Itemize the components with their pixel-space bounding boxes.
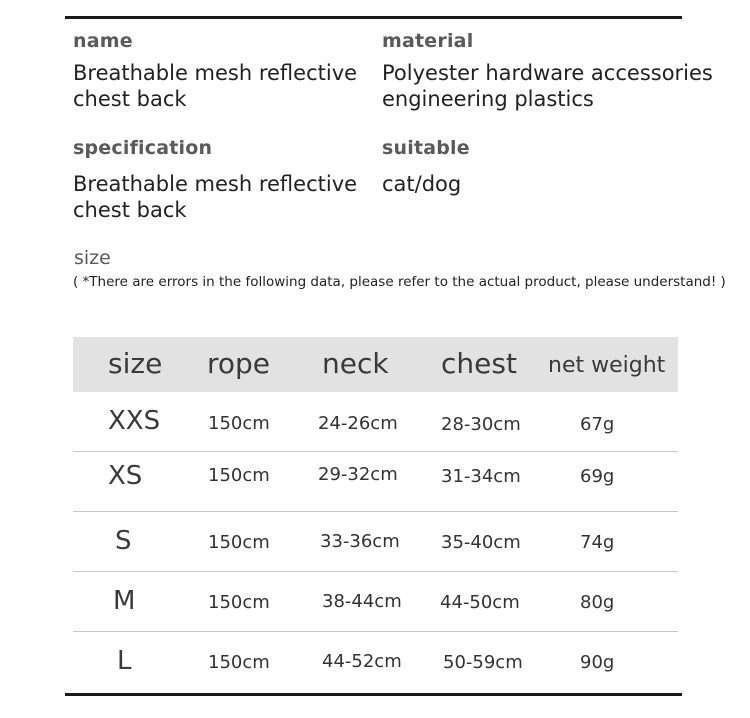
name-value-line1: Breathable mesh reflective bbox=[73, 61, 358, 85]
cell-neck: 44-52cm bbox=[322, 651, 402, 672]
header-chest: chest bbox=[441, 347, 517, 380]
size-label: size bbox=[74, 247, 111, 269]
table-row bbox=[73, 452, 678, 512]
cell-size: XXS bbox=[108, 406, 161, 436]
cell-rope: 150cm bbox=[208, 413, 270, 434]
cell-rope: 150cm bbox=[208, 465, 270, 486]
name-value-line2: chest back bbox=[73, 87, 187, 111]
specification-value bbox=[73, 171, 357, 223]
cell-chest: 35-40cm bbox=[441, 532, 521, 553]
cell-neck: 33-36cm bbox=[320, 531, 400, 552]
cell-net-weight: 80g bbox=[580, 592, 615, 613]
cell-rope: 150cm bbox=[208, 532, 270, 553]
specification-label: specification bbox=[73, 137, 213, 159]
cell-net-weight: 90g bbox=[580, 652, 615, 673]
material-label: material bbox=[382, 30, 474, 52]
material-value bbox=[382, 60, 713, 112]
material-value-line1: Polyester hardware accessories bbox=[382, 61, 713, 85]
header-size: size bbox=[108, 347, 163, 380]
table-row bbox=[73, 632, 678, 691]
table-row bbox=[73, 392, 678, 452]
cell-chest: 50-59cm bbox=[443, 652, 523, 673]
cell-neck: 24-26cm bbox=[318, 413, 398, 434]
cell-size: L bbox=[117, 646, 132, 676]
cell-chest: 31-34cm bbox=[441, 466, 521, 487]
size-note: ( *There are errors in the following data, please refer to the actual product, please understand! ) bbox=[73, 274, 726, 290]
cell-net-weight: 67g bbox=[580, 414, 615, 435]
material-value-line2: engineering plastics bbox=[382, 87, 594, 111]
suitable-value: cat/dog bbox=[382, 172, 462, 196]
cell-size: S bbox=[115, 526, 132, 556]
table-row bbox=[73, 572, 678, 632]
suitable-label: suitable bbox=[382, 137, 470, 159]
cell-size: XS bbox=[108, 461, 143, 491]
table-row bbox=[73, 512, 678, 572]
cell-chest: 44-50cm bbox=[440, 592, 520, 613]
cell-net-weight: 69g bbox=[580, 466, 615, 487]
cell-neck: 38-44cm bbox=[322, 591, 402, 612]
name-label: name bbox=[73, 30, 133, 52]
specification-value-line2: chest back bbox=[73, 198, 187, 222]
bottom-divider bbox=[65, 693, 682, 696]
header-rope: rope bbox=[207, 347, 271, 380]
table-header bbox=[73, 337, 678, 392]
specification-value-line1: Breathable mesh reflective bbox=[73, 172, 358, 196]
cell-rope: 150cm bbox=[208, 652, 270, 673]
header-net-weight: net weight bbox=[548, 353, 666, 378]
size-table bbox=[73, 337, 678, 691]
cell-net-weight: 74g bbox=[580, 532, 615, 553]
name-value bbox=[73, 60, 357, 112]
cell-chest: 28-30cm bbox=[441, 414, 521, 435]
cell-rope: 150cm bbox=[208, 592, 270, 613]
cell-size: M bbox=[113, 586, 136, 616]
header-neck: neck bbox=[322, 347, 389, 380]
cell-neck: 29-32cm bbox=[318, 464, 398, 485]
top-divider bbox=[65, 16, 682, 19]
